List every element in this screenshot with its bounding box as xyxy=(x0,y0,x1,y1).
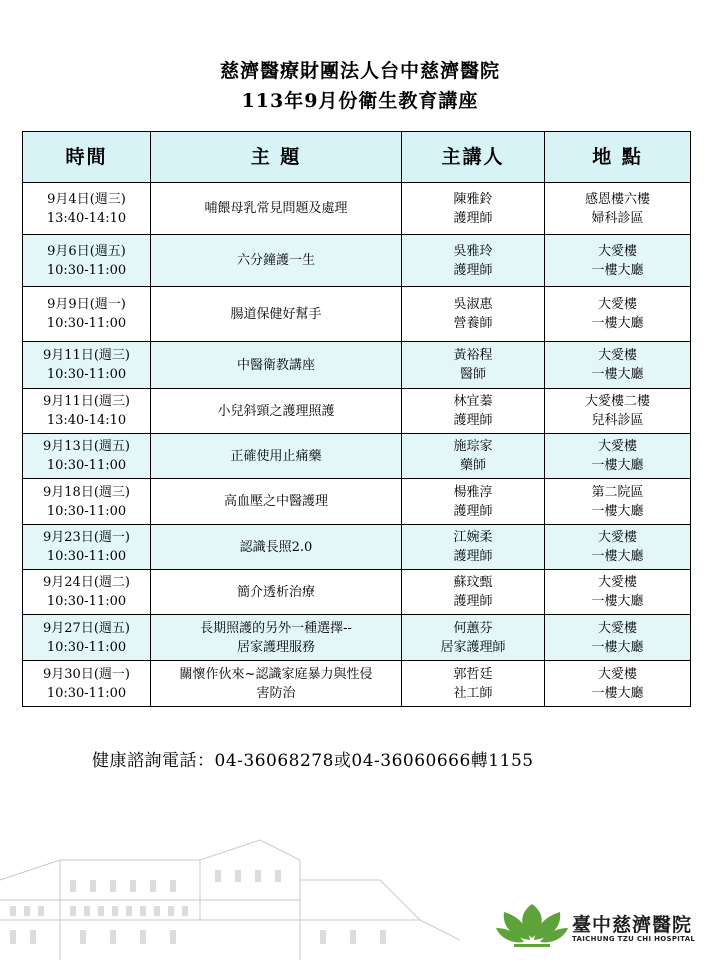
hospital-building-illustration xyxy=(0,820,460,960)
location-line: 一樓大廳 xyxy=(591,458,644,473)
topic-line: 害防治 xyxy=(256,685,296,701)
cell-speaker xyxy=(402,287,545,342)
cell-speaker xyxy=(402,525,545,570)
speaker-line: 醫師 xyxy=(459,367,486,382)
cell-datetime xyxy=(23,615,151,661)
topic-line: 小兒斜頸之護理照護 xyxy=(217,403,335,419)
col-header-time: 時間 xyxy=(23,132,151,183)
topic-line: 正確使用止痛藥 xyxy=(230,448,322,464)
location-line: 一樓大廳 xyxy=(591,594,644,609)
cell-speaker xyxy=(402,183,545,235)
location-line: 一樓大廳 xyxy=(591,685,644,701)
topic-line: 簡介透析治療 xyxy=(236,584,315,600)
location-line: 一樓大廳 xyxy=(591,316,644,331)
health-consult-phone: 健康諮詢電話：04-36068278或04-36060666轉1155 xyxy=(92,751,534,771)
session-date: 9月18日(週三) xyxy=(43,484,130,500)
cell-topic xyxy=(151,570,402,615)
session-date: 9月30日(週一) xyxy=(43,666,130,682)
table-row xyxy=(23,570,691,615)
cell-topic xyxy=(151,183,402,235)
cell-speaker xyxy=(402,389,545,434)
speaker-line: 陳雅鈴 xyxy=(453,191,493,207)
cell-topic xyxy=(151,342,402,389)
cell-topic xyxy=(151,479,402,525)
lecture-schedule-title: 113年9月份衛生教育講座 xyxy=(241,90,479,112)
cell-speaker xyxy=(402,570,545,615)
session-time: 10:30-11:00 xyxy=(46,367,127,382)
table-row xyxy=(23,525,691,570)
cell-speaker xyxy=(402,661,545,707)
table-row xyxy=(23,183,691,235)
cell-datetime xyxy=(23,525,151,570)
location-line: 大愛樓 xyxy=(597,530,637,545)
speaker-line: 社工師 xyxy=(453,685,493,701)
speaker-line: 護理師 xyxy=(453,262,493,278)
table-row xyxy=(23,235,691,287)
location-line: 婦科診區 xyxy=(591,210,644,226)
speaker-line: 何蕙芬 xyxy=(453,620,493,636)
table-row xyxy=(23,342,691,389)
speaker-line: 護理師 xyxy=(453,503,493,519)
session-time: 10:30-11:00 xyxy=(46,685,127,701)
session-time: 13:40-14:10 xyxy=(46,210,127,226)
session-time: 10:30-11:00 xyxy=(46,262,127,278)
table-row xyxy=(23,615,691,661)
speaker-line: 吳淑惠 xyxy=(453,297,493,312)
location-line: 第二院區 xyxy=(591,484,644,500)
schedule-table xyxy=(22,131,691,707)
speaker-line: 吳雅玲 xyxy=(453,243,493,259)
session-time: 10:30-11:00 xyxy=(46,458,127,473)
topic-line: 長期照護的另外一種選擇-- xyxy=(200,620,352,636)
table-header-row xyxy=(23,132,691,183)
topic-line: 居家護理服務 xyxy=(236,639,315,655)
cell-location xyxy=(545,183,691,235)
cell-speaker xyxy=(402,479,545,525)
cell-topic xyxy=(151,615,402,661)
speaker-line: 居家護理師 xyxy=(440,639,506,655)
speaker-line: 郭哲廷 xyxy=(453,666,493,682)
schedule-rows xyxy=(23,183,691,707)
cell-location xyxy=(545,235,691,287)
location-line: 一樓大廳 xyxy=(591,503,644,519)
cell-topic xyxy=(151,389,402,434)
hospital-logo-name: 臺中慈濟醫院 xyxy=(572,914,693,936)
speaker-line: 江婉柔 xyxy=(453,530,493,545)
cell-location xyxy=(545,342,691,389)
cell-datetime xyxy=(23,479,151,525)
cell-topic xyxy=(151,661,402,707)
cell-topic xyxy=(151,287,402,342)
session-time: 10:30-11:00 xyxy=(46,594,127,609)
cell-speaker xyxy=(402,615,545,661)
cell-speaker xyxy=(402,342,545,389)
location-line: 大愛樓 xyxy=(597,575,637,590)
cell-speaker xyxy=(402,434,545,479)
session-date: 9月9日(週一) xyxy=(47,297,126,312)
cell-location xyxy=(545,389,691,434)
location-line: 感恩樓六樓 xyxy=(584,191,650,207)
session-date: 9月6日(週五) xyxy=(47,243,126,259)
cell-datetime xyxy=(23,342,151,389)
cell-location xyxy=(545,434,691,479)
session-date: 9月11日(週三) xyxy=(43,394,130,409)
session-time: 10:30-11:00 xyxy=(46,639,127,655)
speaker-line: 藥師 xyxy=(459,458,486,473)
session-time: 10:30-11:00 xyxy=(46,503,127,519)
table-row xyxy=(23,661,691,707)
topic-line: 關懷作伙來~認識家庭暴力與性侵 xyxy=(179,666,373,682)
session-date: 9月11日(週三) xyxy=(43,348,130,363)
speaker-line: 楊雅淳 xyxy=(453,484,493,500)
speaker-line: 護理師 xyxy=(453,594,493,609)
speaker-line: 護理師 xyxy=(453,210,493,226)
topic-line: 六分鐘護一生 xyxy=(236,253,315,268)
cell-datetime xyxy=(23,183,151,235)
session-time: 10:30-11:00 xyxy=(46,316,127,331)
cell-location xyxy=(545,570,691,615)
location-line: 大愛樓 xyxy=(597,348,637,363)
location-line: 一樓大廳 xyxy=(591,367,644,382)
cell-topic xyxy=(151,525,402,570)
speaker-line: 護理師 xyxy=(453,413,493,428)
location-line: 大愛樓 xyxy=(597,439,637,454)
location-line: 一樓大廳 xyxy=(591,262,644,278)
col-header-topic: 主 題 xyxy=(151,132,402,183)
cell-datetime xyxy=(23,287,151,342)
session-time: 10:30-11:00 xyxy=(46,549,127,564)
session-date: 9月13日(週五) xyxy=(43,439,130,454)
speaker-line: 林宜蓁 xyxy=(453,394,493,409)
speaker-line: 護理師 xyxy=(453,549,493,564)
session-date: 9月24日(週二) xyxy=(43,575,130,590)
hospital-name-title: 慈濟醫療財團法人台中慈濟醫院 xyxy=(219,60,500,82)
cell-location xyxy=(545,287,691,342)
topic-line: 中醫衛教講座 xyxy=(236,357,315,373)
speaker-line: 營養師 xyxy=(453,316,493,331)
table-row xyxy=(23,479,691,525)
location-line: 大愛樓 xyxy=(597,666,637,682)
cell-location xyxy=(545,615,691,661)
location-line: 大愛樓 xyxy=(597,243,637,259)
cell-datetime xyxy=(23,434,151,479)
cell-location xyxy=(545,479,691,525)
hospital-logo-english: TAICHUNG TZU CHI HOSPITAL xyxy=(572,935,696,943)
location-line: 一樓大廳 xyxy=(591,639,644,655)
cell-datetime xyxy=(23,389,151,434)
col-header-speaker: 主講人 xyxy=(402,132,545,183)
cell-datetime xyxy=(23,235,151,287)
topic-line: 腸道保健好幫手 xyxy=(230,306,322,322)
cell-speaker xyxy=(402,235,545,287)
topic-line: 哺餵母乳常見問題及處理 xyxy=(204,201,348,216)
cell-location xyxy=(545,525,691,570)
location-line: 兒科診區 xyxy=(591,413,644,428)
table-row xyxy=(23,287,691,342)
table-row xyxy=(23,389,691,434)
cell-datetime xyxy=(23,661,151,707)
session-date: 9月23日(週一) xyxy=(43,530,130,545)
cell-topic xyxy=(151,434,402,479)
topic-line: 高血壓之中醫護理 xyxy=(223,494,328,509)
session-time: 13:40-14:10 xyxy=(46,413,127,428)
cell-location xyxy=(545,661,691,707)
location-line: 大愛樓 xyxy=(597,297,637,312)
col-header-location: 地 點 xyxy=(545,132,691,183)
topic-line: 認識長照2.0 xyxy=(239,539,313,555)
session-date: 9月4日(週三) xyxy=(47,191,126,207)
speaker-line: 施琮家 xyxy=(453,439,493,454)
location-line: 大愛樓 xyxy=(597,620,637,636)
cell-topic xyxy=(151,235,402,287)
speaker-line: 蘇玟甄 xyxy=(453,575,493,590)
session-date: 9月27日(週五) xyxy=(43,620,130,636)
table-row xyxy=(23,434,691,479)
speaker-line: 黃裕程 xyxy=(453,348,493,363)
cell-datetime xyxy=(23,570,151,615)
location-line: 大愛樓二樓 xyxy=(584,394,650,409)
location-line: 一樓大廳 xyxy=(591,549,644,564)
